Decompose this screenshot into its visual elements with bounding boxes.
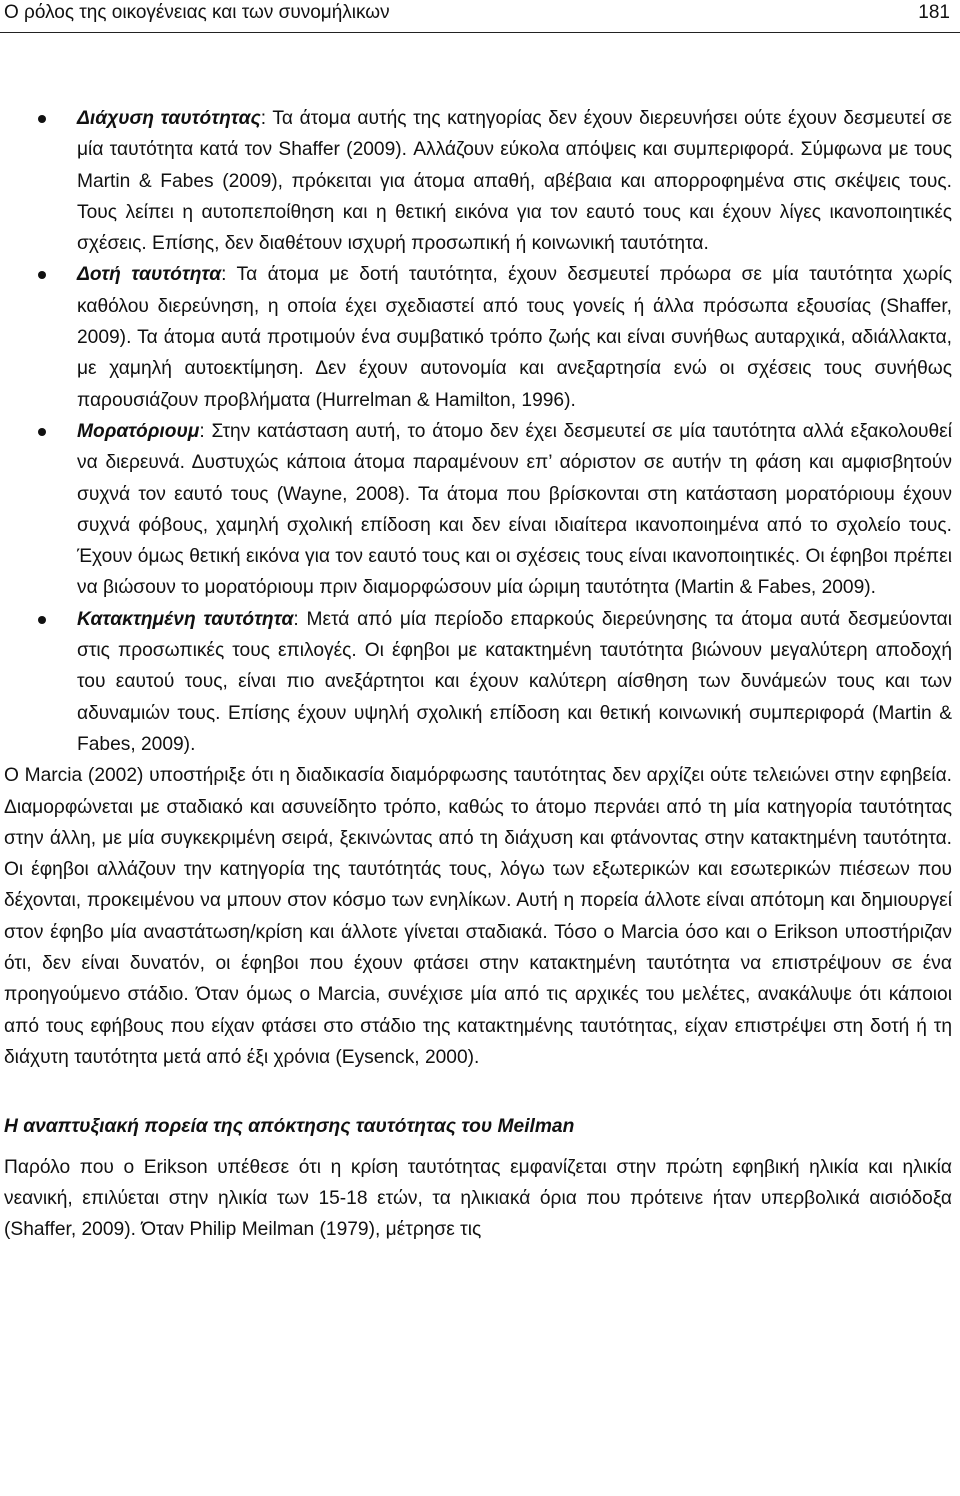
page-number: 181 [918, 2, 950, 23]
identity-status-list [4, 103, 952, 760]
list-item-text: : Τα άτομα αυτής της κατηγορίας δεν έχουν διερευνήσει ούτε έχουν δεσμευτεί σε μία ταυτότητα κατά τον Shaffer (2009). Αλλάζουν εύκολα απόψεις και συμπεριφορά. Σύμφωνα με τους Martin & Fabes (2009), πρόκειται για άτομα απαθή, αβέβαια και απορροφημένα στις σκέψεις τους. Τους λείπει η αυτοπεποίθηση και η θετική εικόνα για τον εαυτό τους και έχουν λίγες ικανοποιητικές σχέσεις. Επίσης, δεν διαθέτουν ισχυρή προσωπική ή κοινωνική ταυτότητα. [77, 108, 952, 255]
list-item-text: : Τα άτομα με δοτή ταυτότητα, έχουν δεσμευτεί πρόωρα σε μία ταυτότητα χωρίς καθόλου διερεύνηση, η οποία έχει σχεδιαστεί από τους γονείς ή άλλα πρόσωπα εξουσίας (Shaffer, 2009). Τα άτομα αυτά προτιμούν ένα συμβατικό τρόπο ζωής και είναι συνήθως αυταρχικά, αδιάλλακτα, με χαμηλή αυτοεκτίμηση. Δεν έχουν αυτονομία και ανεξαρτησία ενώ οι σχέσεις τους συνήθως παρουσιάζουν προβλήματα (Hurrelman & Hamilton, 1996). [77, 264, 952, 411]
list-item-text: : Μετά από μία περίοδο επαρκούς διερεύνησης τα άτομα αυτά δεσμεύονται στις προσωπικές τους επιλογές. Οι έφηβοι με κατακτημένη ταυτότητα βιώνουν μεγαλύτερη αποδοχή του εαυτού τους, είναι πιο ανεξάρτητοι και έχουν καλύτερη αίσθηση των δυνάμεών τους και των αδυναμιών τους. Επίσης έχουν υψηλή σχολική επίδοση και θετική κοινωνική συμπεριφορά (Martin & Fabes, 2009). [77, 608, 952, 755]
list-item [4, 259, 952, 415]
list-item [4, 416, 952, 604]
list-item [4, 103, 952, 259]
list-item-term: Κατακτημένη ταυτότητα [77, 608, 294, 630]
body-paragraph: Ο Marcia (2002) υποστήριξε ότι η διαδικασία διαμόρφωσης ταυτότητας δεν αρχίζει ούτε τελειώνει στην εφηβεία. Διαμορφώνεται με σταδιακό και ασυνείδητο τρόπο, καθώς το άτομο περνάει από τη μία κατηγορία ταυτότητας στην άλλη, με μία συγκεκριμένη σειρά, ξεκινώντας από τη διάχυση και φτάνοντας στην κατακτημένη ταυτότητα. Οι έφηβοι αλλάζουν την κατηγορία της ταυτότητάς τους, λόγω των εξωτερικών και εσωτερικών πιέσεων που δέχονται, προκειμένου να μπουν στον κόσμο των ενηλίκων. Αυτή η πορεία άλλοτε είναι απότομη και δημιουργεί στον έφηβο μία αναστάτωση/κρίση και άλλοτε γίνεται σταδιακά. Τόσο ο Marcia όσο και ο Erikson υποστήριζαν ότι, δεν είναι δυνατόν, οι έφηβοι που έχουν φτάσει στην κατακτημένη ταυτότητα να επιστρέψουν σε ένα προηγούμενο στάδιο. Όταν όμως ο Marcia, συνέχισε μία από τις αρχικές του μελέτες, ανακάλυψε ότι κάποιοι από τους εφήβους που είχαν φτάσει στο στάδιο της κατακτημένης ταυτότητας, είχαν επιστρέψει στη δοτή ή τη διάχυτη ταυτότητα μετά από έξι χρόνια (Eysenck, 2000). [4, 765, 952, 1068]
list-item [4, 604, 952, 760]
page-header [0, 0, 960, 30]
running-title: Ο ρόλος της οικογένειας και των συνομήλικων [4, 2, 390, 23]
list-item-term: Μορατόριουμ [77, 420, 200, 442]
body-paragraph: Παρόλο που ο Erikson υπέθεσε ότι η κρίση ταυτότητας εμφανίζεται στην πρώτη εφηβική ηλικία και ηλικία νεανική, επιλύεται στην ηλικία των 15-18 ετών, τα ηλικιακά όρια που πρότεινε ήταν υπερβολικά αισιόδοξα (Shaffer, 2009). Όταν Philip Meilman (1979), μέτρησε τις [4, 1156, 952, 1241]
header-divider [0, 32, 960, 33]
list-item-term: Διάχυση ταυτότητας [77, 108, 261, 129]
page-body [4, 103, 952, 1245]
list-item-term: Δοτή ταυτότητα [77, 264, 222, 286]
list-item-text: : Στην κατάσταση αυτή, το άτομο δεν έχει δεσμευτεί σε μία ταυτότητα αλλά εξακολουθεί να διερευνά. Δυστυχώς κάποια άτομα παραμένουν επ’ αόριστον σε αυτήν τη φάση και αμφισβητούν συχνά τον εαυτό τους (Wayne, 2008). Τα άτομα που βρίσκονται στη κατάσταση μορατόριουμ έχουν συχνά φόβους, χαμηλή σχολική επίδοση και δεν είναι ιδιαίτερα ικανοποιημένα από το σχολείο τους. Έχουν όμως θετική εικόνα για τον εαυτό τους και οι σχέσεις τους είναι ικανοποιητικές. Οι έφηβοι πρέπει να βιώσουν το μορατόριουμ πριν διαμορφώσουν μία ώριμη ταυτότητα (Martin & Fabes, 2009). [77, 420, 952, 599]
section-heading: Η αναπτυξιακή πορεία της απόκτησης ταυτότητας του Meilman [4, 1116, 575, 1138]
